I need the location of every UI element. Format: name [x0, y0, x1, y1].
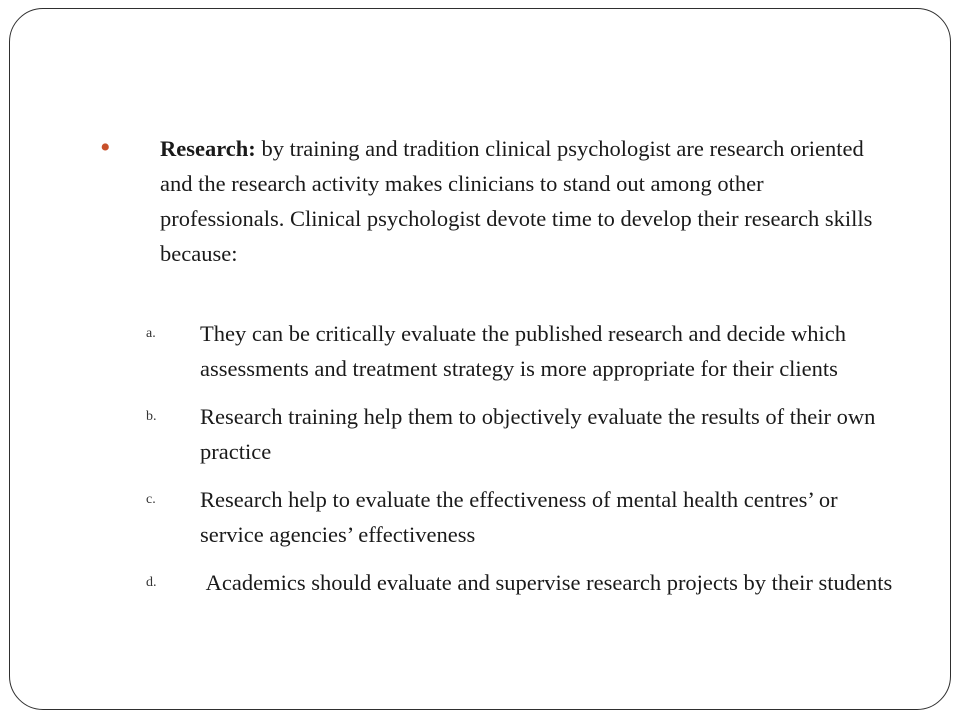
- list-marker: b.: [146, 409, 157, 424]
- list-marker: a.: [146, 326, 156, 341]
- main-paragraph: [160, 131, 880, 271]
- list-item-text: Academics should evaluate and supervise research projects by their students: [200, 570, 893, 595]
- bullet-dot-icon: •: [100, 131, 111, 164]
- list-marker: d.: [146, 575, 157, 590]
- list-item-text: Research training help them to objectively evaluate the results of their own practice: [200, 404, 876, 464]
- sub-point-list: [146, 316, 906, 613]
- list-item: [146, 565, 906, 600]
- list-item-text: Research help to evaluate the effectiveness of mental health centres’ or service agencies’ effectiveness: [200, 487, 838, 547]
- list-item: [146, 399, 906, 469]
- list-item-text: They can be critically evaluate the published research and decide which assessments and treatment strategy is more appropriate for their clients: [200, 321, 846, 381]
- main-body: by training and tradition clinical psychologist are research oriented and the research activity makes clinicians to stand out among other professionals. Clinical psychologist devote time to develop their research skills because:: [160, 136, 873, 266]
- list-marker: c.: [146, 492, 156, 507]
- list-item: [146, 316, 906, 386]
- main-heading: Research:: [160, 136, 256, 161]
- list-item: [146, 482, 906, 552]
